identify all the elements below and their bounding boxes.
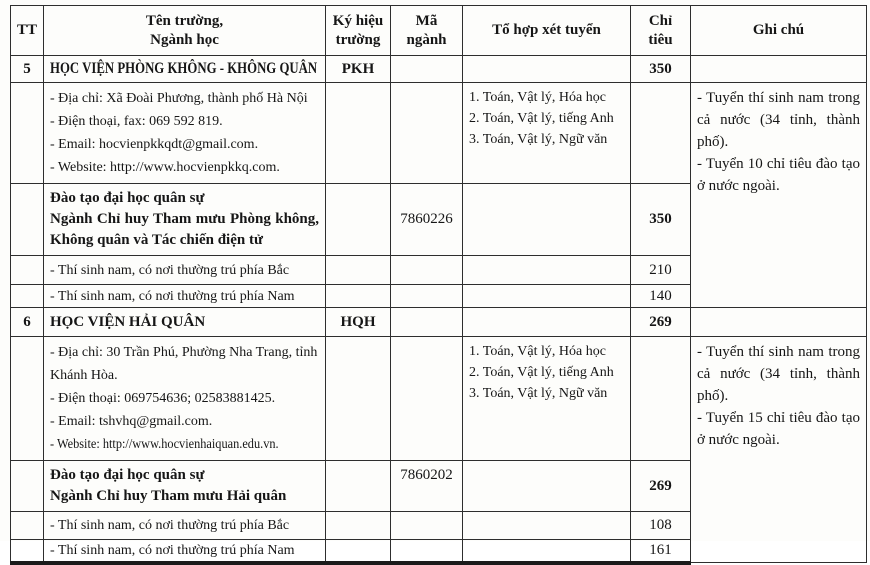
combo-item: 1. Toán, Vật lý, Hóa học <box>469 344 606 359</box>
combo-empty <box>463 512 631 540</box>
school6-quota: 269 <box>631 308 691 337</box>
note-item: - Tuyển 10 chỉ tiêu đào tạo ở nước ngoài. <box>697 156 860 194</box>
school6-combo-empty <box>463 461 631 512</box>
program-major: Ngành Chỉ huy Tham mưu Phòng không, Không quân và Tác chiến điện tử <box>50 211 319 248</box>
combo-item: 3. Toán, Vật lý, Ngữ văn <box>469 386 608 401</box>
school6-program-major-code: 7860202 <box>391 461 463 512</box>
school6-name-text: HỌC VIỆN HẢI QUÂN <box>50 313 206 330</box>
header-notes: Ghi chú <box>691 6 867 56</box>
tt-empty <box>11 256 44 285</box>
school6-details-row <box>11 337 867 461</box>
contact-line-website: - Website: http://www.hocvienhaiquan.edu.vn. <box>50 437 279 452</box>
note-item: - Tuyển 15 chỉ tiêu đào tạo ở nước ngoài. <box>697 410 860 448</box>
school5-quota-empty <box>631 83 691 184</box>
school5-program-quota: 350 <box>631 184 691 256</box>
school5-tt-empty <box>11 184 44 256</box>
school5-details-row <box>11 83 867 184</box>
program-type: Đào tạo đại học quân sự <box>50 190 205 206</box>
contact-line: - Địa chỉ: 30 Trần Phú, Phường Nha Trang, tỉnh Khánh Hòa. <box>50 345 318 383</box>
school6-contact <box>44 337 326 461</box>
school5-code: PKH <box>326 56 391 83</box>
combo-item: 2. Toán, Vật lý, tiếng Anh <box>469 365 614 380</box>
school5-note-empty <box>691 56 867 83</box>
tt-empty <box>11 512 44 540</box>
school6-title-row <box>11 308 867 337</box>
region-quota: 140 <box>631 285 691 308</box>
school5-title-row <box>11 56 867 83</box>
header-code: Ký hiệu trường <box>326 6 391 56</box>
school6-code: HQH <box>326 308 391 337</box>
school5-major-code-empty <box>391 56 463 83</box>
region-label-cell <box>44 540 326 563</box>
majorcode-empty <box>391 540 463 563</box>
school6-tt-empty <box>11 337 44 461</box>
combo-empty <box>463 540 631 563</box>
combo-item: 1. Toán, Vật lý, Hóa học <box>469 90 606 105</box>
region-label: - Thí sinh nam, có nơi thường trú phía Nam <box>50 288 295 304</box>
code-empty <box>326 512 391 540</box>
school6-note-empty <box>691 308 867 337</box>
header-tt: TT <box>11 6 44 56</box>
contact-line: - Email: hocvienpkkqdt@gmail.com. <box>50 137 259 152</box>
tt-empty <box>11 285 44 308</box>
region-label: - Thí sinh nam, có nơi thường trú phía Bắc <box>50 518 290 533</box>
school6-major-code-empty <box>391 308 463 337</box>
school5-program <box>44 184 326 256</box>
school5-name <box>44 56 326 83</box>
region-label-cell <box>44 512 326 540</box>
program-major: Ngành Chỉ huy Tham mưu Hải quân <box>50 488 287 504</box>
school6-code-empty <box>326 461 391 512</box>
school6-majorcode-empty <box>391 337 463 461</box>
school5-contact <box>44 83 326 184</box>
region-quota: 210 <box>631 256 691 285</box>
header-combo: Tổ hợp xét tuyển <box>463 6 631 56</box>
school6-program-quota: 269 <box>631 461 691 512</box>
school5-majorcode-empty <box>391 83 463 184</box>
code-empty <box>326 256 391 285</box>
majorcode-empty <box>391 512 463 540</box>
header-school: Tên trường, Ngành học <box>44 6 326 56</box>
table-header-row <box>11 6 867 56</box>
school6-combo-empty <box>463 308 631 337</box>
code-empty <box>326 540 391 563</box>
school6-notes <box>691 337 867 563</box>
admissions-table <box>10 5 867 565</box>
contact-line: - Địa chỉ: Xã Đoài Phương, thành phố Hà Nội <box>50 91 308 106</box>
school5-tt: 5 <box>11 56 44 83</box>
contact-line: - Điện thoại: 069754636; 02583881425. <box>50 391 276 406</box>
combo-empty <box>463 256 631 285</box>
combo-item: 2. Toán, Vật lý, tiếng Anh <box>469 111 614 126</box>
majorcode-empty <box>391 256 463 285</box>
school5-combo-empty <box>463 184 631 256</box>
school5-combo-list <box>463 83 631 184</box>
school6-name <box>44 308 326 337</box>
region-label: - Thí sinh nam, có nơi thường trú phía Nam <box>50 542 295 558</box>
school5-combo-empty <box>463 56 631 83</box>
region-quota: 161 <box>631 540 691 563</box>
school6-tt: 6 <box>11 308 44 337</box>
school5-quota: 350 <box>631 56 691 83</box>
contact-line: - Email: tshvhq@gmail.com. <box>50 414 213 429</box>
program-type: Đào tạo đại học quân sự <box>50 467 205 483</box>
school6-combo-list <box>463 337 631 461</box>
contact-line: - Website: http://www.hocvienpkkq.com. <box>50 160 280 175</box>
combo-empty <box>463 285 631 308</box>
header-major-code: Mã ngành <box>391 6 463 56</box>
region-label-cell <box>44 256 326 285</box>
region-quota: 108 <box>631 512 691 540</box>
school6-tt-empty <box>11 461 44 512</box>
school5-tt-empty <box>11 83 44 184</box>
note-item: - Tuyển thí sinh nam trong cả nước (34 tỉnh, thành phố). <box>697 344 860 404</box>
school6-quota-empty <box>631 337 691 461</box>
header-quota: Chỉ tiêu <box>631 6 691 56</box>
contact-line <box>50 433 319 456</box>
school6-code-empty <box>326 337 391 461</box>
majorcode-empty <box>391 285 463 308</box>
school5-program-major-code: 7860226 <box>391 184 463 256</box>
code-empty <box>326 285 391 308</box>
region-label: - Thí sinh nam, có nơi thường trú phía Bắc <box>50 262 290 278</box>
region-label-cell <box>44 285 326 308</box>
school5-code-empty <box>326 184 391 256</box>
tt-empty <box>11 540 44 563</box>
combo-item: 3. Toán, Vật lý, Ngữ văn <box>469 132 608 147</box>
school5-notes <box>691 83 867 308</box>
school5-name-text: HỌC VIỆN PHÒNG KHÔNG - KHÔNG QUÂN <box>50 60 318 77</box>
school6-program <box>44 461 326 512</box>
note-item: - Tuyển thí sinh nam trong cả nước (34 tỉnh, thành phố). <box>697 90 860 150</box>
school5-code-empty <box>326 83 391 184</box>
contact-line: - Điện thoại, fax: 069 592 819. <box>50 114 223 129</box>
